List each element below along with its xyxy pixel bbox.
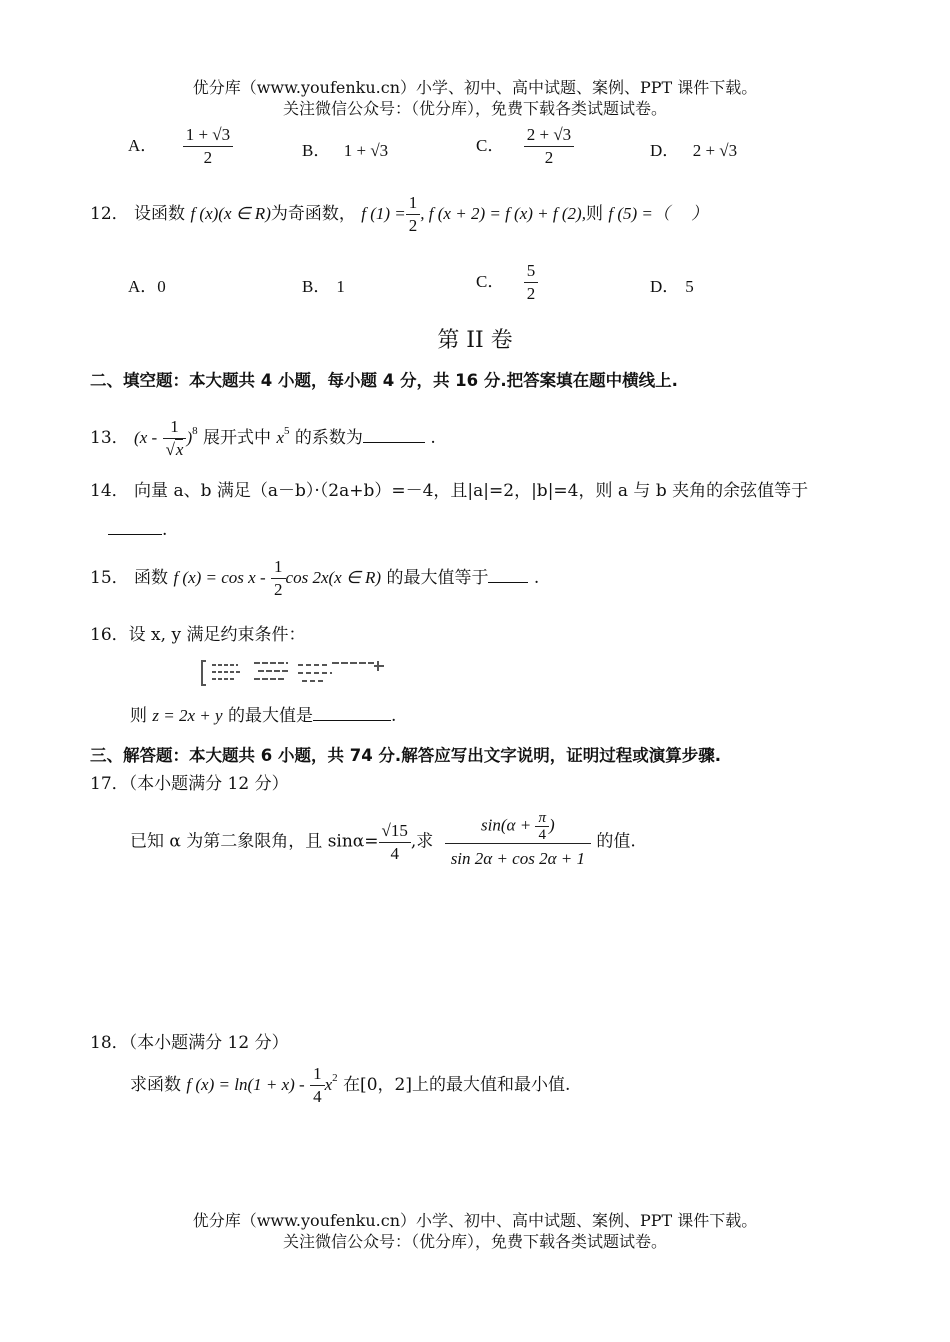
- q12-option-b: [302, 272, 345, 297]
- option-label: D．: [650, 141, 680, 160]
- q11-option-d: [650, 136, 737, 161]
- question-16: [90, 620, 305, 645]
- question-text: 的值.: [596, 831, 636, 852]
- fraction: [310, 1063, 325, 1108]
- fraction-denominator: 4: [535, 826, 549, 843]
- fraction-half: [406, 192, 421, 237]
- question-number: 14．: [90, 481, 129, 501]
- fraction-numerator: 1: [408, 193, 418, 212]
- question-number: 18．: [90, 1033, 129, 1053]
- fraction-numerator: 1 + √3: [185, 125, 231, 144]
- exponent: 5: [284, 425, 290, 437]
- option-label: C．: [476, 272, 505, 291]
- question-text: 的最大值等于: [386, 568, 489, 588]
- question-16-line-2: [130, 701, 396, 726]
- fraction: [271, 556, 286, 601]
- footer-line-2: 关注微信公众号：（优分库），免费下载各类试题试卷。: [282, 1232, 667, 1251]
- question-number: 17．: [90, 774, 129, 794]
- fraction-denominator: 2: [271, 578, 286, 601]
- question-text: 的最大值是: [227, 706, 313, 726]
- footer-line-1: 优分库（www.youfenku.cn）小学、初中、高中试题、案例、PPT 课件下载。: [192, 1211, 758, 1230]
- math-expr: ): [548, 815, 555, 835]
- option-label: D．: [650, 277, 680, 296]
- question-text: 向量 a、b 满足（a－b）·（2a+b）=－4，且|a|=2，|b|=4，则 a 与 b 夹角的余弦值等于: [134, 481, 809, 501]
- question-text: 则: [130, 706, 147, 726]
- punctuation: .: [533, 568, 540, 588]
- question-12: [90, 192, 708, 237]
- fraction: [183, 124, 233, 169]
- math-expr: f (x)(x ∈ R): [190, 204, 271, 223]
- fraction-numerator: 2 + √3: [526, 125, 572, 144]
- question-text: 求函数: [130, 1075, 181, 1095]
- question-text: 在[0，2]上的最大值和最小值.: [343, 1075, 571, 1095]
- q11-option-b: [302, 136, 388, 161]
- option-label: A．: [128, 136, 158, 155]
- question-15: [90, 556, 539, 601]
- fraction-numerator: 1: [170, 417, 179, 436]
- question-17-header: [90, 769, 289, 794]
- question-text: 设函数: [134, 204, 186, 224]
- q11-option-a: [128, 124, 233, 169]
- math-expr: sin(α +: [481, 815, 532, 835]
- answer-blank: [363, 426, 425, 443]
- q11-option-c: [476, 124, 574, 169]
- option-value: 0: [157, 277, 166, 296]
- fraction-numerator: √15: [381, 820, 408, 840]
- q12-option-a: [128, 272, 166, 297]
- fraction-numerator: π: [538, 810, 546, 826]
- fraction-denominator: 4: [379, 842, 411, 865]
- punctuation: .: [430, 428, 436, 448]
- option-value: 1: [336, 277, 345, 296]
- question-text: 为奇函数，: [270, 204, 356, 224]
- part-title: 第 II 卷: [437, 328, 513, 353]
- question-13: [90, 409, 436, 461]
- header-line-2: 关注微信公众号：（优分库），免费下载各类试题试卷。: [282, 99, 667, 118]
- math-expr: , f (x + 2) = f (x) + f (2),: [420, 204, 586, 223]
- math-expr: f (x) = cos x -: [173, 568, 266, 587]
- question-number: 12．: [90, 204, 129, 224]
- math-var: x: [276, 428, 284, 447]
- fraction-denominator: 2: [183, 146, 233, 169]
- q12-option-c: [476, 260, 538, 305]
- exponent: 8: [192, 425, 198, 437]
- sqrt-radicand: x: [175, 440, 184, 459]
- fraction-sin: [379, 820, 411, 865]
- option-label: A．: [128, 277, 158, 296]
- question-text: 函数: [134, 568, 169, 588]
- fraction-denominator: √x: [163, 438, 187, 461]
- question-number: 13．: [90, 428, 129, 448]
- fraction: [163, 416, 187, 461]
- math-expr: z = 2x + y: [152, 706, 223, 725]
- math-var: x: [324, 1075, 333, 1094]
- question-text: 设 x, y 满足约束条件：: [128, 625, 306, 645]
- question-14-blank-line: [108, 518, 167, 540]
- fraction-numerator: 1: [274, 557, 283, 576]
- math-expr: ): [186, 428, 193, 447]
- question-number: 15．: [90, 568, 129, 588]
- option-label: B．: [302, 141, 331, 160]
- option-label: B．: [302, 277, 331, 296]
- question-17-body: [130, 810, 636, 874]
- question-18-header: [90, 1028, 289, 1053]
- punctuation: .: [162, 520, 168, 540]
- math-expr: cos 2x(x ∈ R): [285, 568, 382, 587]
- question-text: 则: [585, 204, 603, 224]
- math-expr: f (5) =（ ）: [608, 204, 709, 223]
- answer-blank: [313, 704, 391, 721]
- question-18-body: [130, 1056, 570, 1108]
- question-text: 已知 α 为第二象限角，且 sinα=: [130, 831, 379, 852]
- answer-blank: [108, 518, 162, 535]
- question-14: [90, 476, 808, 501]
- option-value: 5: [685, 277, 694, 296]
- section-heading-solutions: 三、解答题：本大题共 6 小题，共 74 分.解答应写出文字说明，证明过程或演算步骤.: [90, 746, 721, 765]
- question-text: 的系数为: [294, 428, 363, 448]
- fraction-denominator: 4: [310, 1085, 325, 1108]
- constraint-system-image: [198, 659, 394, 687]
- punctuation: .: [390, 706, 397, 726]
- fraction-denominator: 2: [524, 282, 539, 305]
- fraction-numerator: [445, 810, 591, 843]
- question-text: 展开式中: [203, 428, 272, 448]
- fraction: [524, 124, 574, 169]
- option-value: 2 + √3: [692, 141, 738, 160]
- fraction: [524, 260, 539, 305]
- question-number: 16．: [90, 625, 129, 645]
- answer-blank: [488, 566, 528, 583]
- fraction-main: [445, 810, 591, 874]
- option-value: 1 + √3: [343, 141, 389, 160]
- math-expr: (x -: [134, 428, 158, 447]
- question-score: （本小题满分 12 分）: [128, 1033, 289, 1053]
- question-text: ,求: [410, 831, 434, 852]
- fraction-pi-over-4: [535, 810, 549, 843]
- fraction-denominator: 2: [406, 214, 421, 237]
- math-expr: f (x) = ln(1 + x) -: [186, 1075, 305, 1094]
- exponent: 2: [332, 1072, 338, 1084]
- q12-option-d: [650, 272, 694, 297]
- option-label: C．: [476, 136, 505, 155]
- math-expr: f (1) =: [361, 204, 406, 223]
- fraction-numerator: 1: [313, 1064, 322, 1083]
- header-line-1: 优分库（www.youfenku.cn）小学、初中、高中试题、案例、PPT 课件下载。: [192, 78, 758, 97]
- question-score: （本小题满分 12 分）: [128, 774, 289, 794]
- fraction-denominator: 2: [524, 146, 574, 169]
- fraction-denominator: sin 2α + cos 2α + 1: [445, 843, 591, 874]
- section-heading-fill-in: 二、填空题：本大题共 4 小题，每小题 4 分，共 16 分.把答案填在题中横线上.: [90, 371, 678, 390]
- fraction-numerator: 5: [526, 261, 536, 280]
